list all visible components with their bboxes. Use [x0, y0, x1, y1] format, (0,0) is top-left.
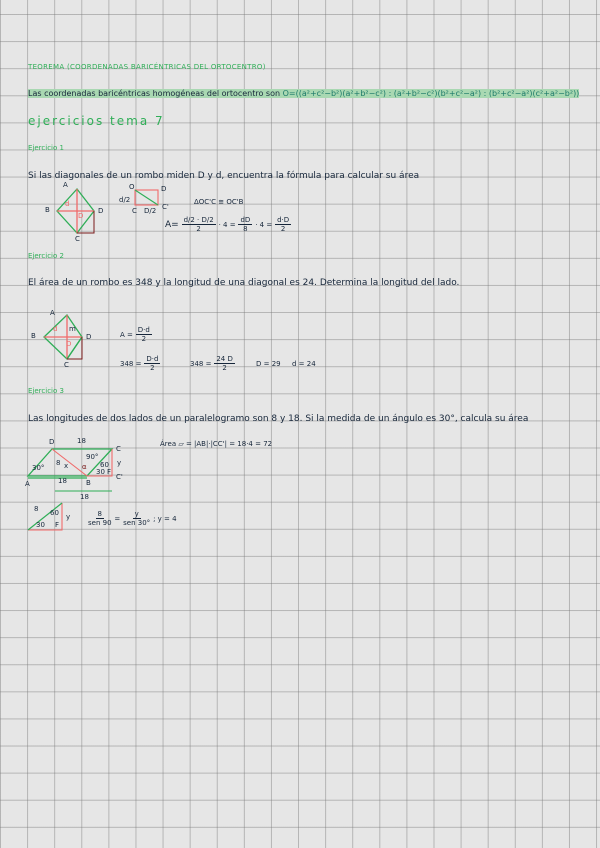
label-D: D	[49, 438, 55, 446]
label-A: A	[25, 480, 30, 488]
fraction-3	[275, 216, 291, 233]
label-C-prime: C'	[116, 473, 123, 481]
fraction-2	[238, 216, 252, 233]
label-B: B	[86, 479, 91, 487]
label-D-tri: D	[161, 185, 167, 193]
tri-angle-30: 30	[36, 521, 45, 529]
eq-prefix: 348 =	[120, 360, 142, 368]
label-D: D	[98, 207, 104, 215]
label-A: A	[50, 309, 55, 317]
label-d-half: d/2	[119, 196, 131, 204]
label-y: y	[117, 459, 122, 467]
area-result: Área ▱ = |AB|·|CC'| = 18·4 = 72	[160, 440, 273, 448]
exercise-3-label: Ejercicio 3	[28, 387, 64, 395]
fraction-1	[182, 216, 216, 233]
angle-alpha: α	[82, 463, 87, 471]
exercise-3-statement: Las longitudes de dos lados de un paralelogramo son 8 y 18. Si la medida de un ángulo es 30°, calcula su área	[28, 414, 529, 424]
denominator: sen 30°	[123, 519, 151, 527]
equation-2	[190, 355, 235, 372]
denominator: 2	[150, 364, 155, 372]
tri-side: 8	[34, 505, 39, 513]
numerator: 24 D	[216, 355, 233, 363]
label-C-tri: C	[132, 207, 137, 215]
area-formula	[120, 326, 152, 343]
triangle-diagram-1	[135, 190, 158, 205]
label-D-half: D/2	[144, 207, 157, 215]
tri-angle-60: 60	[50, 509, 59, 517]
label-C: C	[64, 361, 69, 369]
sine-result: ; y = 4	[153, 515, 177, 523]
angle-30b: 30	[96, 468, 105, 476]
denominator: 2	[280, 225, 286, 233]
tail-2: · 4 =	[255, 221, 273, 229]
section-title: ejercicios tema 7	[28, 114, 165, 128]
angle-60: 60	[100, 461, 109, 469]
label-C: C	[116, 445, 121, 453]
label-x: x	[64, 462, 69, 470]
area-derivation	[165, 216, 291, 233]
label-top: 18	[77, 437, 86, 445]
angle-90: 90°	[86, 453, 99, 461]
numerator: D·d	[137, 326, 150, 334]
d-value: d = 24	[292, 360, 316, 368]
fraction	[136, 326, 152, 343]
label-C: C	[75, 235, 80, 243]
fraction-1	[88, 510, 112, 527]
label-big-D: D	[78, 212, 84, 220]
tri-F: F	[55, 521, 60, 529]
label-base: 18	[58, 477, 67, 485]
exercise-2-statement: El área de un rombo es 348 y la longitud de una diagonal es 24. Determina la longitud del lado.	[28, 278, 460, 288]
exercise-2-label: Ejercicio 2	[28, 252, 64, 260]
numerator: 8	[97, 510, 102, 518]
fraction	[214, 355, 235, 372]
denominator: 2	[222, 364, 227, 372]
label-D: D	[86, 333, 92, 341]
label-C-prime: C'	[162, 203, 169, 211]
label-small-d: d	[65, 200, 70, 208]
label-small-d: d	[53, 325, 58, 333]
denominator: 2	[141, 335, 147, 343]
theorem-title: TEOREMA (COORDENADAS BARICÉNTRICAS DEL ORTOCENTRO)	[28, 63, 266, 71]
denominator: 2	[196, 225, 201, 233]
exercise-1-label: Ejercicio 1	[28, 144, 64, 152]
theorem-formula: O=((a²+c²−b²)(a²+b²−c²) : (a²+b²−c²)(b²+c²−a²) : (b²+c²−a²)(c²+a²−b²))	[282, 89, 580, 98]
numerator: dD	[240, 216, 251, 224]
tri-y: y	[66, 513, 71, 521]
sine-law: $\frac{8}{\text{sen 90}}$ = $\frac{y}{\text{sen 30°}}$ ; y = 4	[88, 510, 177, 527]
numerator: d/2 · D/2	[183, 216, 214, 224]
area-prefix: A =	[120, 331, 133, 339]
label-big-D: D	[66, 340, 72, 348]
denominator: sen 90	[88, 519, 112, 527]
label-B: B	[45, 206, 50, 214]
denominator: 8	[243, 225, 248, 233]
label-m: m	[69, 325, 76, 333]
area-prefix: A=	[165, 220, 179, 230]
theorem-text	[28, 89, 579, 98]
angle-30: 30°	[32, 464, 45, 472]
D-value: D = 29	[256, 360, 281, 368]
rhombus-diagram-2	[44, 315, 82, 359]
label-side: 8	[56, 459, 61, 467]
numerator: y	[134, 510, 139, 518]
eq-prefix: 348 =	[190, 360, 212, 368]
label-B: B	[31, 332, 36, 340]
label-below: 18	[80, 493, 89, 501]
fraction	[144, 355, 160, 372]
equation-1	[120, 355, 160, 372]
numerator: D·d	[146, 355, 159, 363]
numerator: d·D	[277, 216, 290, 224]
congruence: ΔOC'C ≅ OC'B	[194, 198, 244, 206]
label-A: A	[63, 181, 68, 189]
exercise-1-statement: Si las diagonales de un rombo miden D y d, encuentra la fórmula para calcular su área	[28, 171, 420, 181]
label-O: O	[129, 183, 135, 191]
tail-1: · 4 =	[218, 221, 236, 229]
theorem-statement: Las coordenadas baricéntricas homogéneas del ortocentro son	[28, 89, 281, 98]
label-F: F	[107, 468, 112, 476]
fraction-2	[123, 510, 150, 527]
rhombus-diagram-1	[57, 189, 94, 233]
